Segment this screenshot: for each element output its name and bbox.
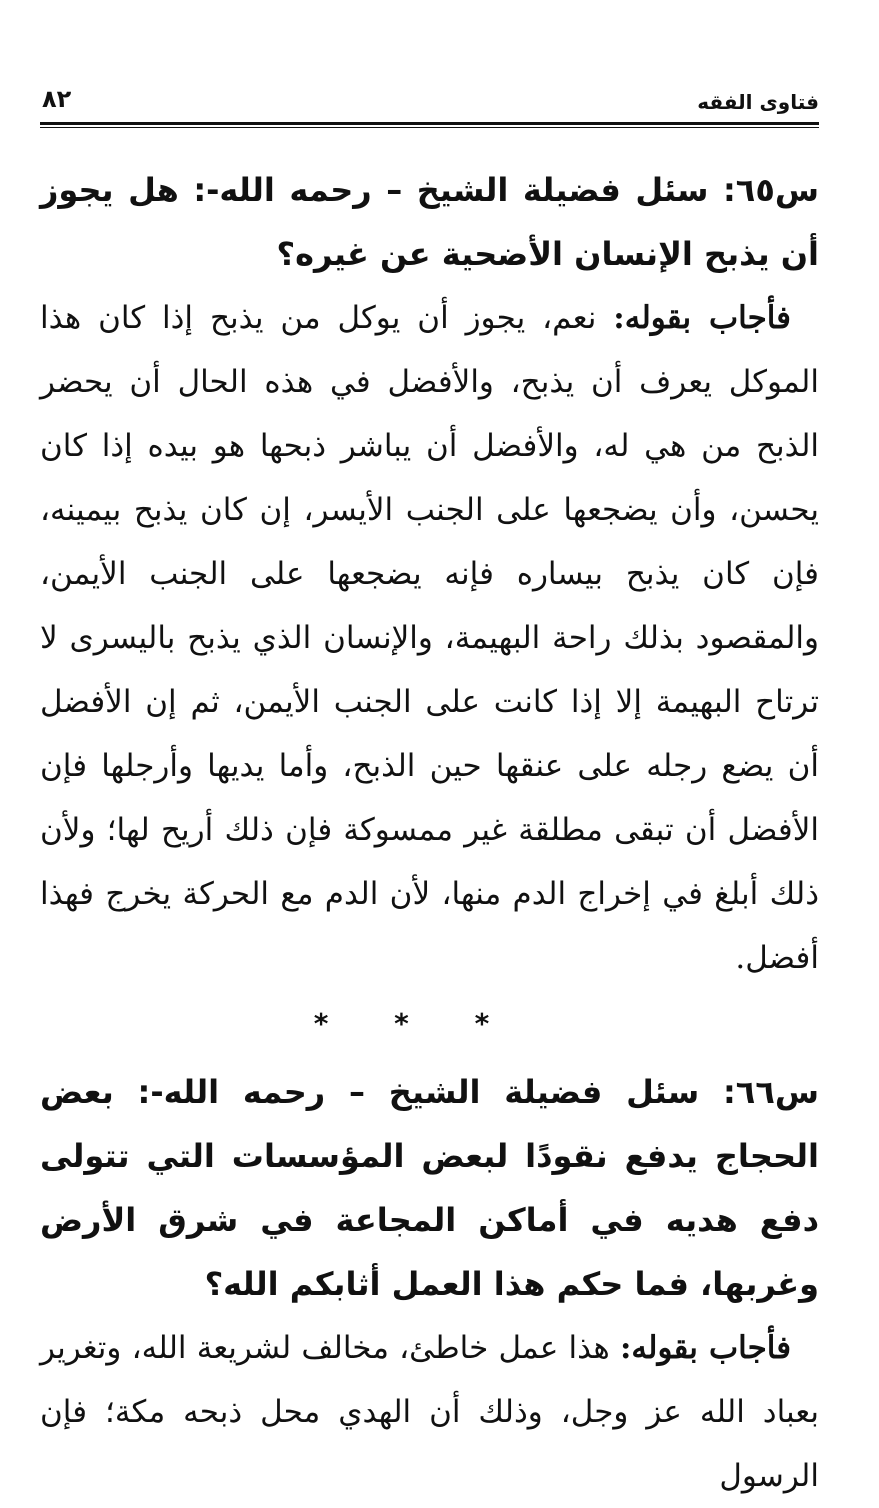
page-number: ٨٢ <box>42 85 72 113</box>
page-body <box>40 158 819 1508</box>
header-rule <box>40 122 819 125</box>
header-rule-thin <box>40 127 819 128</box>
answer-text: نعم، يجوز أن يوكل من يذبح إذا كان هذا الموكل يعرف أن يذبح، والأفضل في هذه الحال أن يحضر الذبح من هي له، والأفضل أن يباشر ذبحها هو بيده إذا كان يحسن، وأن يضجعها على الجنب الأيسر، إن كان يذبح بيمينه، فإن كان يذبح بيساره فإنه يضجعها على الجنب الأيمن، والمقصود بذلك راحة البهيمة، والإنسان الذي يذبح باليسرى لا ترتاح البهيمة إلا إذا كانت على الجنب الأيمن، ثم إن الأفضل أن يضع رجله على عنقها حين الذبح، وأما يديها وأرجلها فإن الأفضل أن تبقى مطلقة غير ممسوكة فإن ذلك أريح لها؛ ولأن ذلك أبلغ في إخراج الدم منها، لأن الدم مع الحركة يخرج فهذا أفضل. <box>40 300 819 976</box>
question-65: س٦٥: سئل فضيلة الشيخ – رحمه الله-: هل يجوز أن يذبح الإنسان الأضحية عن غيره؟ <box>40 171 819 273</box>
answer-text: هذا عمل خاطئ، مخالف لشريعة الله، وتغرير بعباد الله عز وجل، وذلك أن الهدي محل ذبحه مكة؛ فإن الرسول <box>40 1330 819 1494</box>
section-separator: * * * <box>313 1007 518 1040</box>
question-66: س٦٦: سئل فضيلة الشيخ – رحمه الله-: بعض الحجاج يدفع نقودًا لبعض المؤسسات التي تتولى دفع هديه في أماكن المجاعة في شرق الأرض وغربها، فما حكم هذا العمل أثابكم الله؟ <box>40 1073 819 1303</box>
answer-lead: فأجاب بقوله: <box>613 300 792 336</box>
answer-66 <box>40 1316 819 1508</box>
running-header <box>40 84 819 124</box>
header-title: فتاوى الفقه <box>697 90 819 114</box>
answer-65 <box>40 286 819 990</box>
answer-lead: فأجاب بقوله: <box>619 1330 792 1366</box>
